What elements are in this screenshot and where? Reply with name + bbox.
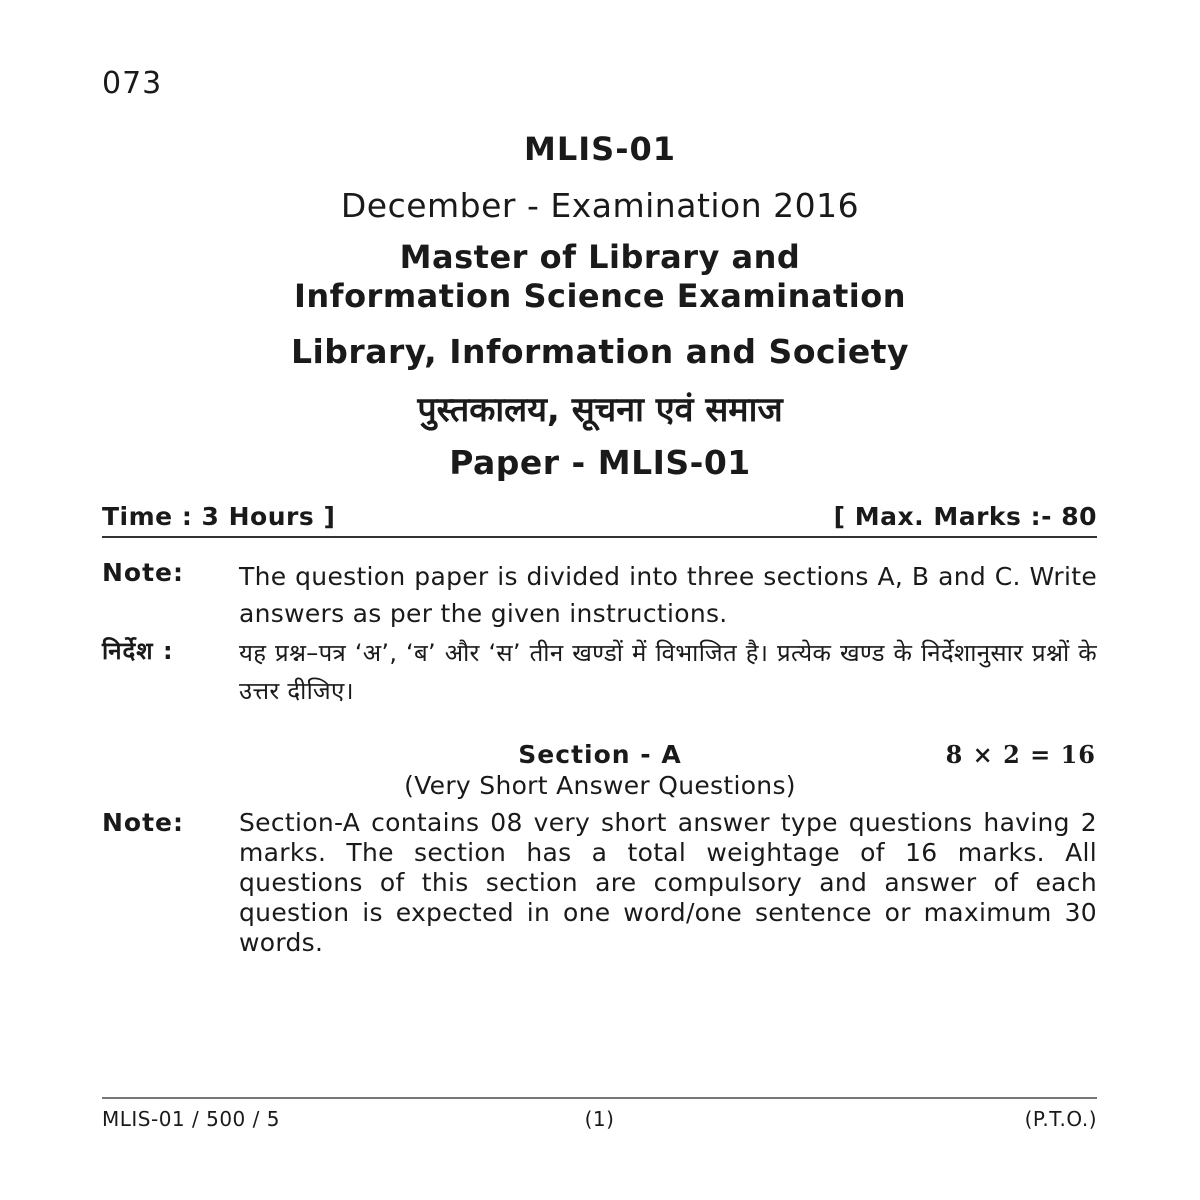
subject-title-english: Library, Information and Society bbox=[290, 332, 910, 371]
nirdesh-label: निर्देश : bbox=[102, 637, 174, 665]
section-a-marks: 8 × 2 = 16 bbox=[945, 740, 1096, 769]
section-a-title: Section - A bbox=[518, 740, 682, 769]
note-label: Note: bbox=[102, 558, 185, 587]
degree-title-line-1: Master of Library and bbox=[399, 238, 801, 276]
paper-serial-code: 073 bbox=[102, 66, 163, 101]
section-a-subtitle: (Very Short Answer Questions) bbox=[404, 771, 796, 800]
note-text: The question paper is divided into three sections A, B and C. Write answers as per the given instructions. bbox=[239, 562, 1097, 628]
exam-session: December - Examination 2016 bbox=[340, 186, 860, 225]
section-a-note-label: Note: bbox=[102, 808, 185, 837]
footer-paper-code: MLIS-01 / 500 / 5 bbox=[102, 1107, 280, 1131]
footer-divider bbox=[102, 1097, 1097, 1099]
degree-title bbox=[0, 238, 1200, 316]
subject-title-hindi: पुस्तकालय, सूचना एवं समाज bbox=[417, 390, 783, 430]
time-allowed: Time : 3 Hours ] bbox=[102, 502, 336, 531]
course-code-title: MLIS-01 bbox=[524, 130, 676, 168]
degree-title-line-2: Information Science Examination bbox=[293, 277, 907, 315]
nirdesh-text: यह प्रश्न–पत्र ‘अ’, ‘ब’ और ‘स’ तीन खण्डों में विभाजित है। प्रत्येक खण्ड के निर्देशानुसार प्रश्नों के उत्तर दीजिए। bbox=[239, 639, 1097, 705]
pto-label: (P.T.O.) bbox=[1024, 1107, 1097, 1131]
header-divider bbox=[102, 536, 1097, 538]
section-a-note-text: Section-A contains 08 very short answer type questions having 2 marks. The section has a total weightage of 16 marks. All questions of this section are compulsory and answer of each question is expected in one word/one sentence or maximum 30 words. bbox=[239, 808, 1097, 957]
paper-title: Paper - MLIS-01 bbox=[449, 443, 751, 482]
page-number: (1) bbox=[584, 1107, 615, 1131]
max-marks: [ Max. Marks :- 80 bbox=[833, 502, 1097, 531]
